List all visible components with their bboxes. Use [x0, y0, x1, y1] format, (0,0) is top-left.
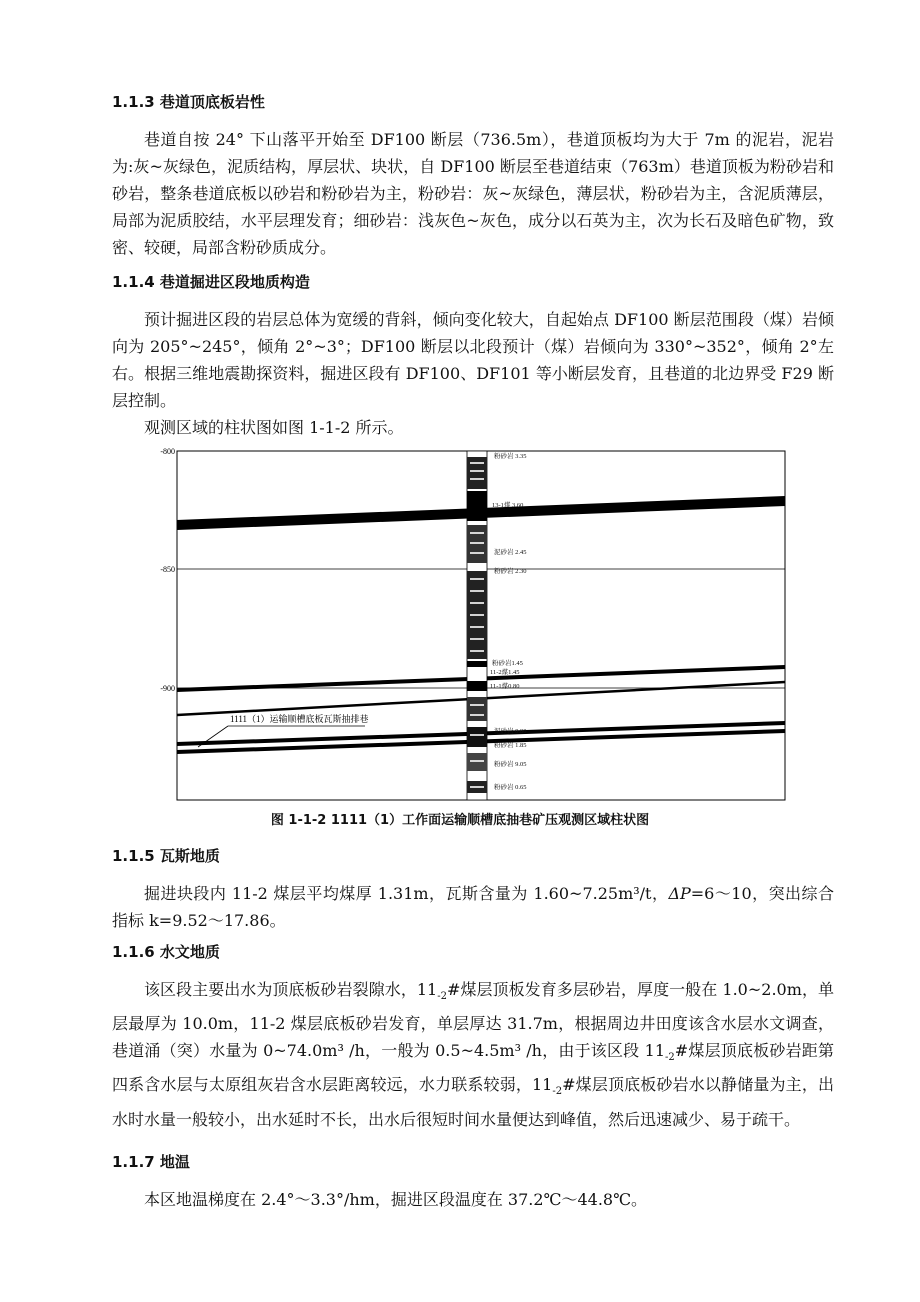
heading-1-1-4: 1.1.4 巷道掘进区段地质构造 [112, 273, 310, 291]
column-label: 粉砂岩 0.65 [494, 784, 527, 791]
column-label: 11-1煤0.80 [490, 683, 520, 690]
paragraph-geological-structure: 预计掘进区段的岩层总体为宽缓的背斜，倾向变化较大，自起始点 DF100 断层范围段（煤）岩倾向为 205°~245°，倾角 2°~3°；DF100 断层以北段预计（煤）岩倾向为 330°~352°，倾角 2°左右。根据三维地震勘探资料，掘进区段有 DF100、DF101 等小断层发育，且巷道的北边界受 F29 断层控制。 [112, 310, 834, 410]
heading-1-1-7: 1.1.7 地温 [112, 1153, 190, 1171]
heading-1-1-6: 1.1.6 水文地质 [112, 943, 220, 961]
depth-tick-800: -800 [160, 447, 175, 456]
depth-tick-900: -900 [160, 684, 175, 693]
column-label: 粉砂岩 9.05 [494, 761, 527, 768]
roadway-label: 1111（1）运输顺槽底板瓦斯抽排巷 [230, 714, 369, 724]
heading-1-1-5: 1.1.5 瓦斯地质 [112, 847, 220, 865]
paragraph-gas-geology: 掘进块段内 11-2 煤层平均煤厚 1.31m，瓦斯含量为 1.60~7.25m³/t，ΔP=6～10，突出综合指标 k=9.52～17.86。 [112, 884, 834, 930]
figure-caption: 图 1-1-2 1111（1）工作面运输顺槽底抽巷矿压观测区域柱状图 [270, 813, 650, 828]
column-label: 粉砂岩1.45 [492, 660, 523, 667]
depth-tick-850: -850 [160, 565, 175, 574]
column-label: 13-1煤 3.60 [492, 502, 524, 509]
paragraph-hydrogeology: 该区段主要出水为顶底板砂岩裂隙水，$11_{-2}\#$煤层顶板发育多层砂岩，厚度一般在 1.0~2.0m，单层最厚为 10.0m，11-2 煤层底板砂岩发育，单层厚达 31.7m，根据周边井田度该含水层水文调查，巷道涌（突）水量为 0~74.0m³ /h，一般为 0.5~4.5m³ /h，由于该区段 $11_{-2}\#$煤层顶底板砂岩距第四系含水层与太原组灰岩含水层距离较远，水力联系较弱，$11_{-2}\#$煤层顶底板砂岩水以静储量为主，出水时水量一般较小，出水延时不长，出水后很短时间水量便达到峰值，然后迅速减少、易于疏干。 [112, 980, 834, 1129]
column-label: 泥砂岩 0.80 [494, 728, 527, 735]
column-label: 11-2煤1.45 [490, 669, 520, 676]
column-label: 粉砂岩 1.85 [494, 742, 527, 749]
lithology-column [467, 451, 487, 800]
column-label: 粉砂岩 2.30 [494, 568, 527, 575]
paragraph-ground-temperature: 本区地温梯度在 2.4°～3.3°/hm，掘进区段温度在 37.2℃～44.8℃。 [144, 1190, 647, 1209]
column-label: 粉砂岩 3.35 [494, 453, 527, 460]
column-label: 泥砂岩 2.45 [494, 549, 527, 556]
stratigraphic-column-figure [150, 445, 790, 805]
paragraph-figure-reference: 观测区域的柱状图如图 1-1-2 所示。 [144, 418, 404, 437]
heading-1-1-3: 1.1.3 巷道顶底板岩性 [112, 93, 265, 111]
paragraph-roof-floor-lithology: 巷道自按 24° 下山落平开始至 DF100 断层（736.5m），巷道顶板均为大于 7m 的泥岩，泥岩为:灰~灰绿色，泥质结构，厚层状、块状，自 DF100 断层至巷道结束（763m）巷道顶板为粉砂岩和砂岩，整条巷道底板以砂岩和粉砂岩为主，粉砂岩：灰~灰绿色，薄层状，粉砂岩为主，含泥质薄层，局部为泥质胶结，水平层理发育；细砂岩：浅灰色~灰色，成分以石英为主，次为长石及暗色矿物，致密、较硬，局部含粉砂质成分。 [112, 130, 834, 257]
